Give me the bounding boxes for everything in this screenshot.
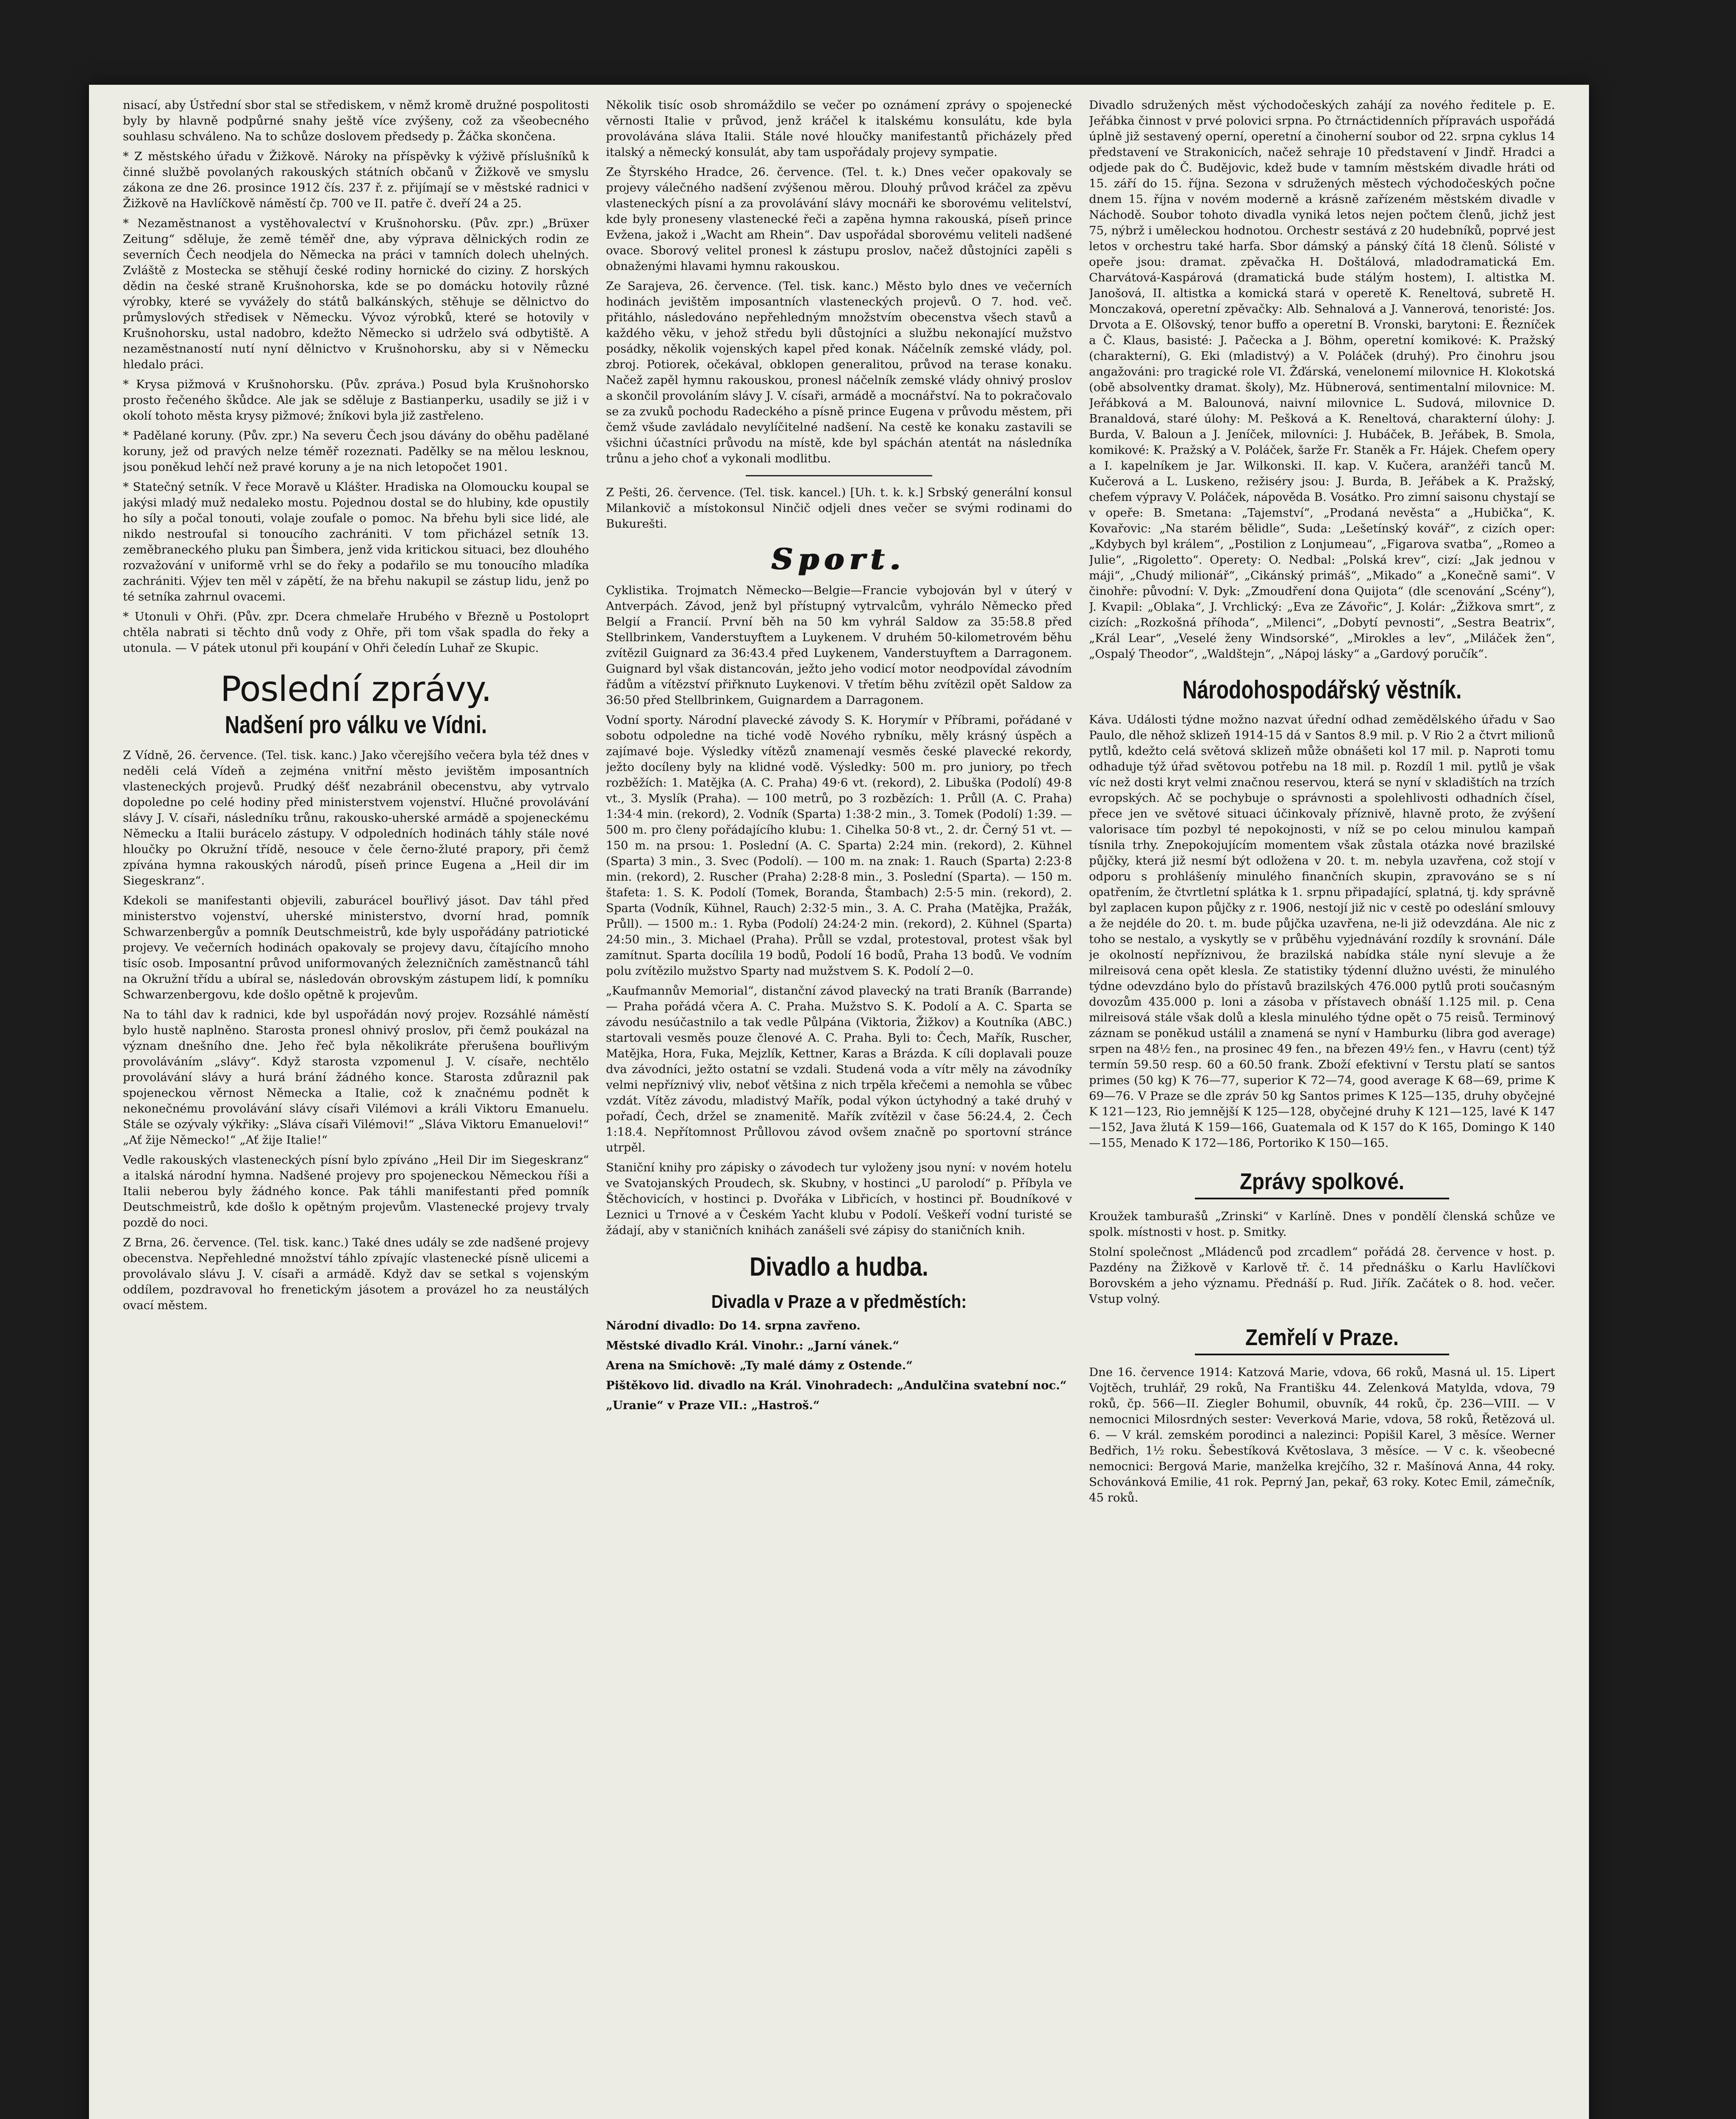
columns bbox=[123, 97, 1555, 2119]
column-right bbox=[1089, 97, 1555, 2119]
article-text: Několik tisíc osob shromáždilo se večer po oznámení zprávy o spojenecké věrnosti Italie v průvod, jenž kráčel k italskému konsulátu, kde byla provolávána sláva Italii. Stále nové hloučky manifestantů přicházely před italský a německý konsulát, aby tam uspořádaly projevy sympatie. bbox=[606, 98, 1072, 159]
article-text: Stolní společnost „Mládenců pod zrcadlem“ pořádá 28. července v host. p. Pazdény na Žižkově v Karlově tř. č. 14 přednášku o Karlu Havlíčkovi Borovském a jeho významu. Přednáší p. Rud. Jiřík. Začátek o 8. hod. večer. Vstup volný. bbox=[1089, 1245, 1555, 1306]
section-heading-societies: Zprávy spolkové. bbox=[1195, 1165, 1449, 1199]
section-heading-economy: Národohospodářský věstník. bbox=[1182, 676, 1462, 704]
article-text: * Krysa pižmová v Krušnohorsku. (Pův. zpráva.) Posud byla Krušnohorsko prosto řečeného škůdce. Ale jak se sděluje z Bastianperku, usadily se již i v okolí tohoto města krysy pižmové; žníkovi byla již zastřeleno. bbox=[123, 378, 589, 423]
article-text: Z Pešti, 26. července. (Tel. tisk. kancel.) [Uh. t. k. k.] Srbský generální konsul Milankovič a místokonsul Ninčič odjeli dnes večer se svými rodinami do Bukurešti. bbox=[606, 486, 1072, 531]
article-text: Cyklistika. Trojmatch Německo—Belgie—Francie vybojován byl v úterý v Antverpách. Závod, jenž byl přístupný vytrvalcům, vyhrálo Německo před Belgií a Francií. První běh na 50 km vyhrál Saldow za 35:58.8 před Stellbrinkem, Vanderstuyftem a Luykenem. V druhém 50-kilometrovém běhu zvítězil Guignard za 36:43.4 před Luykenem, Vanderstuyftem a Darragonem. Guignard byl však distancován, ježto jeho vodicí motor neodpovídal závodním řádům a vítězství přiřknuto Luykenovi. V třetím běhu zvítězil opět Saldow za 36:50 před Stellbrinkem, Guignardem a Darragonem. bbox=[606, 584, 1072, 707]
theatre-listing: Městské divadlo Král. Vinohr.: „Jarní vánek.“ bbox=[606, 1339, 900, 1352]
article-text: * Nezaměstnanost a vystěhovalectví v Krušnohorsku. (Pův. zpr.) „Brüxer Zeitung“ sděluje, že země téměř dne, aby výprava dělnických rodin ze severních Čech neodjela do Německa na práci v tamních dolech uhelných. Zvláště z Mostecka se stěhují české rodiny hornické do ciziny. Z horských dědin na české straně Krušnohorska, kde se po domácku hotovily různé výrobky, které se vyvážely do států balkánských, stěhuje se dělnictvo do průmyslových středisek v Německu. Vývoz výrobků, které se hotovily v Krušnohorsku, ustal nadobro, kdežto Německo si udrželo svá odbytiště. A nezaměstnaností nutí nyní dělnictvo v Krušnohorsku, aby si v Německu hledalo práci. bbox=[123, 217, 589, 371]
section-heading-latest-news: Poslední zprávy. bbox=[220, 669, 492, 709]
subheading-theatres: Divadla v Praze a v předměstích: bbox=[711, 1291, 967, 1312]
article-text: nisací, aby Ústřední sbor stal se střediskem, v němž kromě družné pospolitosti byly by hlavně podpůrné snahy ještě více zvýšeny, což za všeobecného souhlasu schváleno. Na to schůze doslovem předsedy p. Žáčka skončena. bbox=[123, 98, 589, 143]
article-text: * Padělané koruny. (Pův. zpr.) Na severu Čech jsou dávány do oběhu padělané koruny, jež od pravých nelze téměř rozeznati. Padělky se na mělou lesknou, jsou poněkud lehčí než pravé koruny a je na nich letopočet 1901. bbox=[123, 429, 589, 474]
theatre-listing: Národní divadlo: Do 14. srpna zavřeno. bbox=[606, 1319, 861, 1332]
theatre-listing: „Uranie“ v Praze VII.: „Hastroš.“ bbox=[606, 1399, 820, 1412]
theatre-listing: Arena na Smíchově: „Ty malé dámy z Ostende.“ bbox=[606, 1359, 913, 1372]
article-headline: Nadšení pro válku ve Vídni. bbox=[225, 711, 487, 739]
article-text: * Z městského úřadu v Žižkově. Nároky na příspěvky k výživě příslušníků k činné službě povolaných rakouských státních občanů v Žižkově ve smyslu zákona ze dne 26. prosince 1912 čís. 237 ř. z. přijímají se v městské radnici v Žižkově na Havlíčkově náměstí čp. 700 ve II. patře č. dveří 24 a 25. bbox=[123, 150, 589, 210]
article-text: Staniční knihy pro zápisky o závodech tur vyloženy jsou nyní: v novém hotelu ve Svatojanských Proudech, sk. Skubny, v hostinci „U parolodí“ p. Příbyla ve Štěchovicích, v hostinci p. Dvořáka v Libřicích, v hostinci př. Boudníkové v Leznici u Trnové a v Českém Yacht klubu v Podolí. Veškeří vodní turisté se žádají, aby v staničních knihách zanášeli své zápisy do staničních knih. bbox=[606, 1161, 1072, 1237]
section-heading-sport: Sport. bbox=[772, 542, 906, 576]
article-text: Divadlo sdružených měst východočeských zahájí za nového ředitele p. E. Jeřábka činnost v prvé polovici srpna. Po čtrnáctidenních přípravách uspořádá úplně již sestavený operní, operetní a činoherní soubor od 22. srpna cyklus 14 představení ve Strakonicích, načež sehraje 10 představení v Jindř. Hradci a odjede pak do Č. Budějovic, kdež bude v tamním městském divadle hráti od 15. září do 15. října. Sezona v sdružených městech východočeských počne dnem 15. října v novém moderně a krásně zařízeném městském divadle v Náchodě. Soubor tohoto divadla vyniká letos nejen počtem členů, jichž jest 75, nýbrž i uměleckou hodnotou. Orchestr sestává z 20 hudebníků, poprvé jest letos v orchestru také harfa. Sbor dámský a pánský čítá 18 členů. Sólisté v opeře jsou: dramat. zpěvačka H. Doštálová, mladodramatická Em. Charvátová-Kaspárová (dramatická bude stálým hostem), I. altistka M. Janošová, II. altistka a komická stará v operetě K. Reneltová, subretě H. Monczaková, operetní zpěvačky: Alb. Sehnalová a J. Vannerová, tenoristé: Jos. Drvota a E. Olšovský, tenor buffo a operetní B. Vronski, barytoni: E. Řezníček a Č. Klaus, basisté: J. Pačecka a J. Böhm, operetní komikové: K. Pražský (charakterní), G. Eki (mladistvý) a V. Poláček (druhý). Pro činohru jsou angažováni: pro tragické role VI. Žďárská, venelonemí milovnice H. Klokotská (obě absolventky dramat. školy), Mz. Hübnerová, sentimentalní milovnice: M. Jeřábková a M. Balounová, naivní milovnice L. Sudová, milovnice D. Branaldová, staré úlohy: M. Pešková a K. Reneltová, charakterní úlohy: J. Burda, V. Baloun a J. Jeníček, milovníci: J. Hubáček, B. Jeřábek, B. Smola, komikové: K. Pražský a V. Poláček, šarže Fr. Staněk a Fr. Hájek. Chefem opery a I. kapelníkem je Jar. Wilkonski. II. kap. V. Kučera, aranžéři tanců M. Kučerová a L. Luskeno, režiséry jsou: J. Burda, B. Jeřábek a K. Pražský, chefem výpravy V. Poláček, nápověda B. Vosátko. Pro zimní saisonu chystají se v opeře: B. Smetana: „Tajemství“, „Prodaná nevěsta“ a „Hubička“, K. Kovařovic: „Na starém bělidle“, Suda: „Lešetínský kovář“, z cizích oper: „Kdybych byl králem“, „Postilion z Lonjumeau“, „Figarova svatba“, „Romeo a Julie“, „Rigoletto“. Operety: O. Nedbal: „Polská krev“, cizí: „Jak jednou v máji“, „Chudý milionář“, „Cikánský primáš“, „Mikado“ a „Konečně sami“. V činohře: původní: V. Dyk: „Zmoudření dona Quijota“ (dle scenování „Scény“), J. Kvapil: „Oblaka“, J. Vrchlický: „Eva ze Závořic“, J. Kolár: „Žižkova smrt“, z cizích: „Rozkošná příhoda“, „Milenci“, „Dobytí pevnosti“, „Sestra Beatrix“, „Král Lear“, „Veselé ženy Windsorské“, „Mirokles a lev“, „Miláček žen“, „Ospalý Theodor“, „Waldštejn“, „Nápoj lásky“ a „Gardový poručík“. bbox=[1089, 98, 1555, 661]
article-text: Z Brna, 26. července. (Tel. tisk. kanc.) Také dnes udály se zde nadšené projevy obecenstva. Nepřehledné množství táhlo zpívajíc vlastenecké písně ulicemi a provolávalo slávu J. V. císaři a armádě. Když dav se setkal s vojenským oddílem, pozdravoval ho frenetickým jásotem a provázel ho za neustálých ovací městem. bbox=[123, 1236, 589, 1312]
article-text: * Statečný setník. V řece Moravě u Klášter. Hradiska na Olomoucku koupal se jakýsi mladý muž nedaleko mostu. Pojednou dostal se do hlubiny, kde opustily ho síly a počal tonouti, volaje zoufale o pomoc. Na břehu byli sice lidé, ale nikdo nestroufal si tonoucího zachrániti. V tom přicházel setník 13. zeměbraneckého pluku pan Šimbera, jenž vida kritickou situaci, bez dlouhého rozvažování v uniformě vrhl se do řeky a podařilo se mu tonoucího mladíka zachrániti. Výjev ten měl v zápětí, že na břehu nakupil se zástup lidu, jenž po té setníka zahrnul ovacemi. bbox=[123, 480, 589, 603]
column-left bbox=[123, 97, 589, 2119]
article-text: Na to táhl dav k radnici, kde byl uspořádán nový projev. Rozsáhlé náměstí bylo hustě naplněno. Starosta pronesl ohnivý proslov, při čemž poukázal na význam dnešního dne. Jeho řeč byla několikráte přerušena bouřlivým provoláváním „slávy“. Když starosta vzpomenul J. V. císaře, nechtělo provolávání slávy a hurá brání žádného konce. Starosta zdůraznil pak spojeneckou věrnost Německa a Italie, což k značnému podnět k nekonečnému provolávání slávy císaři Vilémovi a králi Viktoru Emanuelu. Stále se ozývaly výkřiky: „Sláva císaři Vilémovi!“ „Sláva Viktoru Emanuelovi!“ „Ať žije Německo!“ „Ať žije Italie!“ bbox=[123, 1008, 589, 1147]
section-heading-theatre: Divadlo a hudba. bbox=[750, 1252, 928, 1282]
article-text: Ze Štyrského Hradce, 26. července. (Tel. t. k.) Dnes večer opakovaly se projevy válečného nadšení zvýšenou měrou. Dlouhý průvod kráčel za zpěvu vlasteneckých písní a za provolávání slávy mocnáři ke sborovému velitelství, kde byly proneseny vlastenecké řeči a zapěna hymna rakouská, píseň prince Evžena, jakož i „Wacht am Rhein“. Dav uspořádal sborovému veliteli nadšené ovace. Sborový velitel pronesl k zástupu proslov, načež důstojníci zapěli s obnaženými hlavami hymnu rakouskou. bbox=[606, 165, 1072, 273]
article-text: * Utonuli v Ohři. (Pův. zpr. Dcera chmelaře Hrubého v Březně u Postoloprt chtěla nabrati si těchto dnů vody z Ohře, při tom však spadla do řeky a utonula. — V pátek utonul při koupání v Ohři čeledín Luhař ze Skupic. bbox=[123, 610, 589, 655]
article-text: „Kaufmannův Memorial“, distanční závod plavecký na trati Braník (Barrande) — Praha pořádá včera A. C. Praha. Mužstvo S. K. Podolí a A. C. Sparta se závodu nesúčastnilo a tak vedle Půlpána (Viktoria, Žižkov) a Koutníka (ABC.) startovali vesměs pouze členové A. C. Praha. Byli to: Čech, Mařík, Ruscher, Matějka, Hora, Fuka, Mejzlík, Kettner, Karas a Brázda. K cíli doplavali pouze dva závodníci, ježto ostatní se vzdali. Studená voda a vítr měly na závodníky velmi nepříznivý vliv, neboť většina z nich trpěla křečemi a nemohla se vůbec vzdát. Vítěz závodu, mladistvý Mařík, podal výkon úctyhodný a také druhý v pořadí, Čech, držel se znamenitě. Mařík zvítězil v čase 56:24.4, 2. Čech 1:18.4. Nepřítomnost Průllovou závod ovšem značně po sportovní stránce utrpěl. bbox=[606, 984, 1072, 1154]
article-text: Kdekoli se manifestanti objevili, zaburácel bouřlivý jásot. Dav táhl před ministerstvo vojenství, uherské ministerstvo, dvorní hrad, pomník Schwarzenbergův a pomník Deutschmeistrů, kde byly uspořádány patriotické projevy. Ve večerních hodinách opakovaly se projevy davu, čítajícího mnoho tisíc osob. Imposantní průvod uniformovaných železničních zaměstnanců táhl na Okružní třídu a ubíral se, následován obrovským zástupem lidí, k pomníku Schwarzenbergovu, kde došlo opětně k projevům. bbox=[123, 894, 589, 1001]
article-text: Vedle rakouských vlasteneckých písní bylo zpíváno „Heil Dir im Siegeskranz“ a italská národní hymna. Nadšené projevy pro spojeneckou Německou říši a Italii neberou byly žádného konce. Pak táhli manifestanti před pomník Deutschmeistrů, kde došlo k opětným projevům. Vlastenecké projevy trvaly pozdě do noci. bbox=[123, 1153, 589, 1229]
article-text: Z Vídně, 26. července. (Tel. tisk. kanc.) Jako včerejšího večera byla též dnes v neděli celá Vídeň a zejména vnitřní město jevištěm imposantních vlasteneckých projevů. Prudký déšť nezabránil obecenstvu, aby vytrvalo dopoledne po celé hodiny před ministerstvem vojenství. Hlučné provolávání slávy J. V. císaři, následníku trůnu, rakousko-uherské armádě a spojeneckému Německu a Italii burácelo zástupy. V odpoledních hodinách táhly stále nové hloučky po Okružní třídě, nesouce v čele černo-žluté prapory, při čemž zpívána hymna rakouských národů, píseň prince Eugena a „Heil dir im Siegeskranz“. bbox=[123, 748, 589, 887]
article-text: Káva. Události týdne možno nazvat úřední odhad zemědělského úřadu v Sao Paulo, dle něhož sklizeň 1914-15 dá v Santos 8.9 mil. p. V Rio 2 a čtvrt milionů pytlů, kdežto celá světová sklizeň může obnášeti kol 17 mil. p. Naproti tomu odhaduje týž úřad světovou potřebu na 18 mil. p. Rozdíl 1 mil. pytlů je však víc než dosti kryt velmi značnou reservou, která se nyní v skladištích na trzích evropských. Ač se pochybuje o správnosti a spolehlivosti odhadních čísel, přece jen ve světové situaci účinkovaly příznivě, hlavně proto, že zvýšení valorisace tím pozbyl té nepokojnosti, v níž se po celou minulou kampaň tísnila trhy. Znepokojujícím momentem však zůstala otázka nové brazilské půjčky, která již nesmí být odložena v 20. t. m. nebyla uzavřena, což stojí v odporu s prohlášeníy minulého finančních skupin, zpravováno se s ní opatřením, že čtvrtletní splátka k 1. srpnu připadající, splatná, tj. kdy správně byl zaplacen kupon půjčky z r. 1906, nestojí již nic v cestě po odeslání smlouvy a že nejdéle do 20. t. m. bude půjčka uzavřena, ne-li již odevzdána. Ale nic z toho se nestalo, a vyskytly se v průběhu vyjednávání rozdíly k srovnání. Dále je okolností nepříznivou, že brazilská nabídka stále nyní slevuje a že milreisová cena opět klesla. Ze statistiky týdenní dlužno uvésti, že minulého týdne odevzdáno bylo do přístavů brazilských 476.000 pytlů proti současným dovozům 435.000 p. loni a zásoba v přístavech obnáší 1.125 mil. p. Cena milreisová stále však dolů a klesla minulého týdne opět o 75 reisů. Terminový záznam se poněkud ustálil a znamená se nyní v Hamburku (libra god average) srpen na 48½ fen., na prosinec 49 fen., na březen 49½ fen., v Havru (cent) týž termín 59.50 resp. 60 a 60.50 frank. Zboží efektivní v Terstu platí se santos primes (50 kg) K 76—77, superior K 72—74, good average K 68—69, prime K 69—76. V Praze se dle zpráv 50 kg Santos primes K 125—135, druhy obyčejné K 121—123, Rio jemnější K 125—128, obyčejné druhy K 121—125, lavé K 147—152, Java žlutá K 159—166, Guatemala od K 157 do K 165, Domingo K 140—155, Menado K 172—186, Portoriko K 150—165. bbox=[1089, 713, 1555, 1150]
newspaper-page bbox=[89, 85, 1589, 2119]
article-text: Dne 16. července 1914: Katzová Marie, vdova, 66 roků, Masná ul. 15. Lipert Vojtěch, truhlář, 29 roků, Na Františku 44. Zelenková Matylda, vdova, 79 roků, čp. 566—II. Ziegler Bohumil, obuvník, 44 roků, čp. 236—VIII. — V nemocnici Milosrdných sester: Veverková Marie, vdova, 58 roků, Řetězová ul. 6. — V král. zemském porodinci a nalezinci: Popišil Karel, 3 měsíce. Werner Bedřich, 1½ roku. Šebestíková Květoslava, 3 měsíce. — V c. k. všeobecné nemocnici: Bergová Marie, manželka krejčího, 32 r. Mašínová Anna, 44 roky. Schovánková Emilie, 41 rok. Peprný Jan, pekař, 63 roky. Kotec Emil, zámečník, 45 roků. bbox=[1089, 1365, 1555, 1504]
section-heading-deceased: Zemřelí v Praze. bbox=[1195, 1321, 1449, 1355]
article-text: Vodní sporty. Národní plavecké závody S. K. Horymír v Příbrami, pořádané v sobotu odpoledne na tiché vodě Nového rybníku, měly krásný úspěch a zajímavé boje. Výsledky vítězů znamenají vesměs české plavecké rekordy, ježto docíleny byly na klidné vodě. Výsledky: 500 m. pro juniory, po třech rozběžích: 1. Matějka (A. C. Praha) 49·6 vt. (rekord), 2. Libuška (Podolí) 49·8 vt., 3. Myslík (Praha). — 100 metrů, po 3 rozbězích: 1. Průll (A. C. Praha) 1:34·4 min. (rekord), 2. Vodník (Sparta) 1:38·2 min., 3. Tomek (Podolí) 1:39. — 500 m. pro členy pořádajícího klubu: 1. Cihelka 50·8 vt., 2. dr. Černý 51 vt. — 150 m. na prsou: 1. Poslední (A. C. Sparta) 2:24 min. (rekord), 2. Kühnel (Sparta) 3 min., 3. Svec (Podolí). — 100 m. na znak: 1. Rauch (Sparta) 2:23·8 min. (rekord), 2. Ruscher (Praha) 2:28·8 min., 3. Poslední (Sparta). — 150 m. štafeta: 1. S. K. Podolí (Tomek, Boranda, Štambach) 2:5·5 min. (rekord), 2. Sparta (Vodník, Kühnel, Rauch) 2:32·5 min., 3. A. C. Praha (Matějka, Pražák, Průll). — 1500 m.: 1. Ryba (Podolí) 24:24·2 min. (rekord), 2. Kühnel (Sparta) 24:50 min., 3. Michael (Praha). Průll se vzdal, protestoval, protest však byl zamítnut. Sparta docílila 19 bodů, Podolí 16 bodů, Praha 13 bodů. Ve vodním polu zvítězilo mužstvo Sparty nad mužstvem S. K. Podolí 2—0. bbox=[606, 713, 1072, 978]
column-middle bbox=[606, 97, 1072, 2119]
divider bbox=[746, 475, 932, 476]
article-text: Kroužek tamburašů „Zrinski“ v Karlíně. Dnes v pondělí členská schůze ve spolk. místnosti v host. p. Smitky. bbox=[1089, 1210, 1555, 1239]
article-text: Ze Sarajeva, 26. července. (Tel. tisk. kanc.) Město bylo dnes ve večerních hodinách jevištěm imposantních vlasteneckých projevů. O 7. hod. več. přitáhlo, následováno nepřehledným množstvím obecenstva všech stavů a každého věku, v jehož středu byli důstojníci a službu nekonající mužstvo posádky, několik vojenských kapel před konak. Náčelník zemské vlády, pol. zbroj. Potiorek, očekával, obklopen generalitou, průvod na terase konaku. Načež zapěl hymnu rakouskou, pronesl náčelník zemské vlády ohnivý proslov a skončil provoláním slávy J. V. císaři, armádě a mocnářství. Na to pokračovalo se za zvuků pochodu Radeckého a písně prince Eugena v průvodu městem, při čemž všude zavládalo nevylíčitelné nadšení. Na cestě ke konaku zastavili se všichni účastníci průvodu na místě, kde byl spáchán atentát na následníka trůnu a jeho choť a vykonali modlitbu. bbox=[606, 279, 1072, 465]
theatre-listing: Pištěkovo lid. divadlo na Král. Vinohradech: „Andulčina svatební noc.“ bbox=[606, 1379, 1067, 1392]
